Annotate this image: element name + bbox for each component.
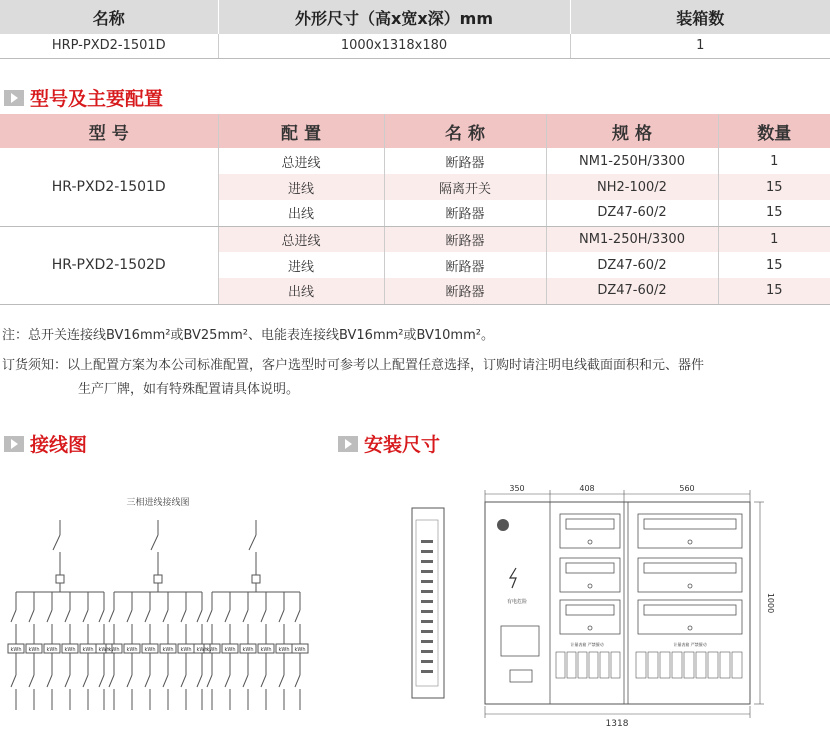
wiring-caption: 三相进线接线图 bbox=[126, 498, 190, 508]
config-cell: 进线 bbox=[218, 174, 384, 200]
config-header-qty: 数量 bbox=[718, 114, 830, 148]
arrow-bullet-icon bbox=[338, 436, 358, 452]
order-notice bbox=[2, 354, 704, 378]
section-install-heading: 安装尺寸 bbox=[338, 430, 440, 457]
config-table bbox=[0, 114, 830, 305]
dim-top-3: 560 bbox=[679, 484, 695, 493]
qty-cell: 15 bbox=[718, 200, 830, 226]
meter-label: kWh bbox=[126, 647, 138, 653]
config-cell: 总进线 bbox=[218, 226, 384, 252]
dim-side: 1000 bbox=[766, 592, 775, 614]
spec-header-name: 名称 bbox=[0, 0, 218, 34]
meter-label: kWh bbox=[196, 647, 208, 653]
name-cell: 断路器 bbox=[384, 226, 546, 252]
qty-cell: 15 bbox=[718, 252, 830, 278]
meter-label: kWh bbox=[206, 647, 218, 653]
spec-header-qty: 装箱数 bbox=[570, 0, 830, 34]
meter-label: kWh bbox=[162, 647, 174, 653]
name-cell: 断路器 bbox=[384, 278, 546, 304]
qty-cell: 15 bbox=[718, 174, 830, 200]
table-row bbox=[0, 226, 830, 252]
meter-label: kWh bbox=[108, 647, 120, 653]
spec-cell: DZ47-60/2 bbox=[546, 252, 718, 278]
meter-label: kWh bbox=[82, 647, 94, 653]
table-row bbox=[0, 148, 830, 174]
model-cell: HR-PXD2-1502D bbox=[0, 226, 218, 304]
wiring-diagram bbox=[0, 480, 320, 730]
dim-top-1: 350 bbox=[509, 484, 525, 493]
note-text: 注：总开关连接线BV16mm²或BV25mm²、电能表连接线BV16mm²或BV10mm²。 bbox=[2, 328, 494, 343]
warning-label: 有电危险 bbox=[506, 599, 528, 605]
spec-cell-qty: 1 bbox=[570, 34, 830, 58]
config-header-name: 名 称 bbox=[384, 114, 546, 148]
breaker-strip bbox=[556, 652, 742, 678]
meter-label: kWh bbox=[260, 647, 272, 653]
meter-label: kWh bbox=[294, 647, 306, 653]
arrow-bullet-icon bbox=[4, 436, 24, 452]
config-cell: 进线 bbox=[218, 252, 384, 278]
config-header-config: 配 置 bbox=[218, 114, 384, 148]
config-header-spec: 规 格 bbox=[546, 114, 718, 148]
dim-bottom: 1318 bbox=[605, 719, 629, 729]
qty-cell: 1 bbox=[718, 226, 830, 252]
section-config-heading: 型号及主要配置 bbox=[4, 84, 163, 111]
spec-table bbox=[0, 0, 830, 59]
install-drawing bbox=[400, 480, 830, 730]
order-line-2: 生产厂牌，如有特殊配置请具体说明。 bbox=[78, 382, 300, 397]
meter-label: kWh bbox=[242, 647, 254, 653]
meter-label: kWh bbox=[46, 647, 58, 653]
spec-cell: NM1-250H/3300 bbox=[546, 226, 718, 252]
spec-cell: NM1-250H/3300 bbox=[546, 148, 718, 174]
order-line-1: 以上配置方案为本公司标准配置，客户选型时可参考以上配置任意选择，订购时请注明电线截面面积和元、器件 bbox=[67, 358, 705, 373]
name-cell: 断路器 bbox=[384, 148, 546, 174]
config-header-model: 型 号 bbox=[0, 114, 218, 148]
spec-cell: NH2-100/2 bbox=[546, 174, 718, 200]
name-cell: 断路器 bbox=[384, 200, 546, 226]
config-cell: 总进线 bbox=[218, 148, 384, 174]
logo-icon bbox=[497, 519, 509, 531]
strip-label: 计量表箱 严禁擅动 bbox=[570, 642, 604, 647]
phase-groups bbox=[8, 520, 308, 710]
qty-cell: 1 bbox=[718, 148, 830, 174]
dim-top-2: 408 bbox=[579, 484, 595, 493]
strip-label: 计量表箱 严禁擅动 bbox=[673, 642, 707, 647]
meter-label: kWh bbox=[64, 647, 76, 653]
meter-label: kWh bbox=[224, 647, 236, 653]
config-cell: 出线 bbox=[218, 278, 384, 304]
spec-cell-name: HRP-PXD2-1501D bbox=[0, 34, 218, 58]
name-cell: 隔离开关 bbox=[384, 174, 546, 200]
spec-cell: DZ47-60/2 bbox=[546, 278, 718, 304]
meter-label: kWh bbox=[28, 647, 40, 653]
spec-cell-size: 1000x1318x180 bbox=[218, 34, 570, 58]
meter-label: kWh bbox=[10, 647, 22, 653]
config-cell: 出线 bbox=[218, 200, 384, 226]
section-wiring-heading: 接线图 bbox=[4, 430, 87, 457]
model-cell: HR-PXD2-1501D bbox=[0, 148, 218, 226]
qty-cell: 15 bbox=[718, 278, 830, 304]
spec-header-size: 外形尺寸（高x宽x深）mm bbox=[218, 0, 570, 34]
name-cell: 断路器 bbox=[384, 252, 546, 278]
meter-label: kWh bbox=[144, 647, 156, 653]
meter-label: kWh bbox=[180, 647, 192, 653]
arrow-bullet-icon bbox=[4, 90, 24, 106]
spec-cell: DZ47-60/2 bbox=[546, 200, 718, 226]
meter-label: kWh bbox=[98, 647, 110, 653]
order-label: 订货须知： bbox=[2, 358, 68, 373]
meter-label: kWh bbox=[278, 647, 290, 653]
